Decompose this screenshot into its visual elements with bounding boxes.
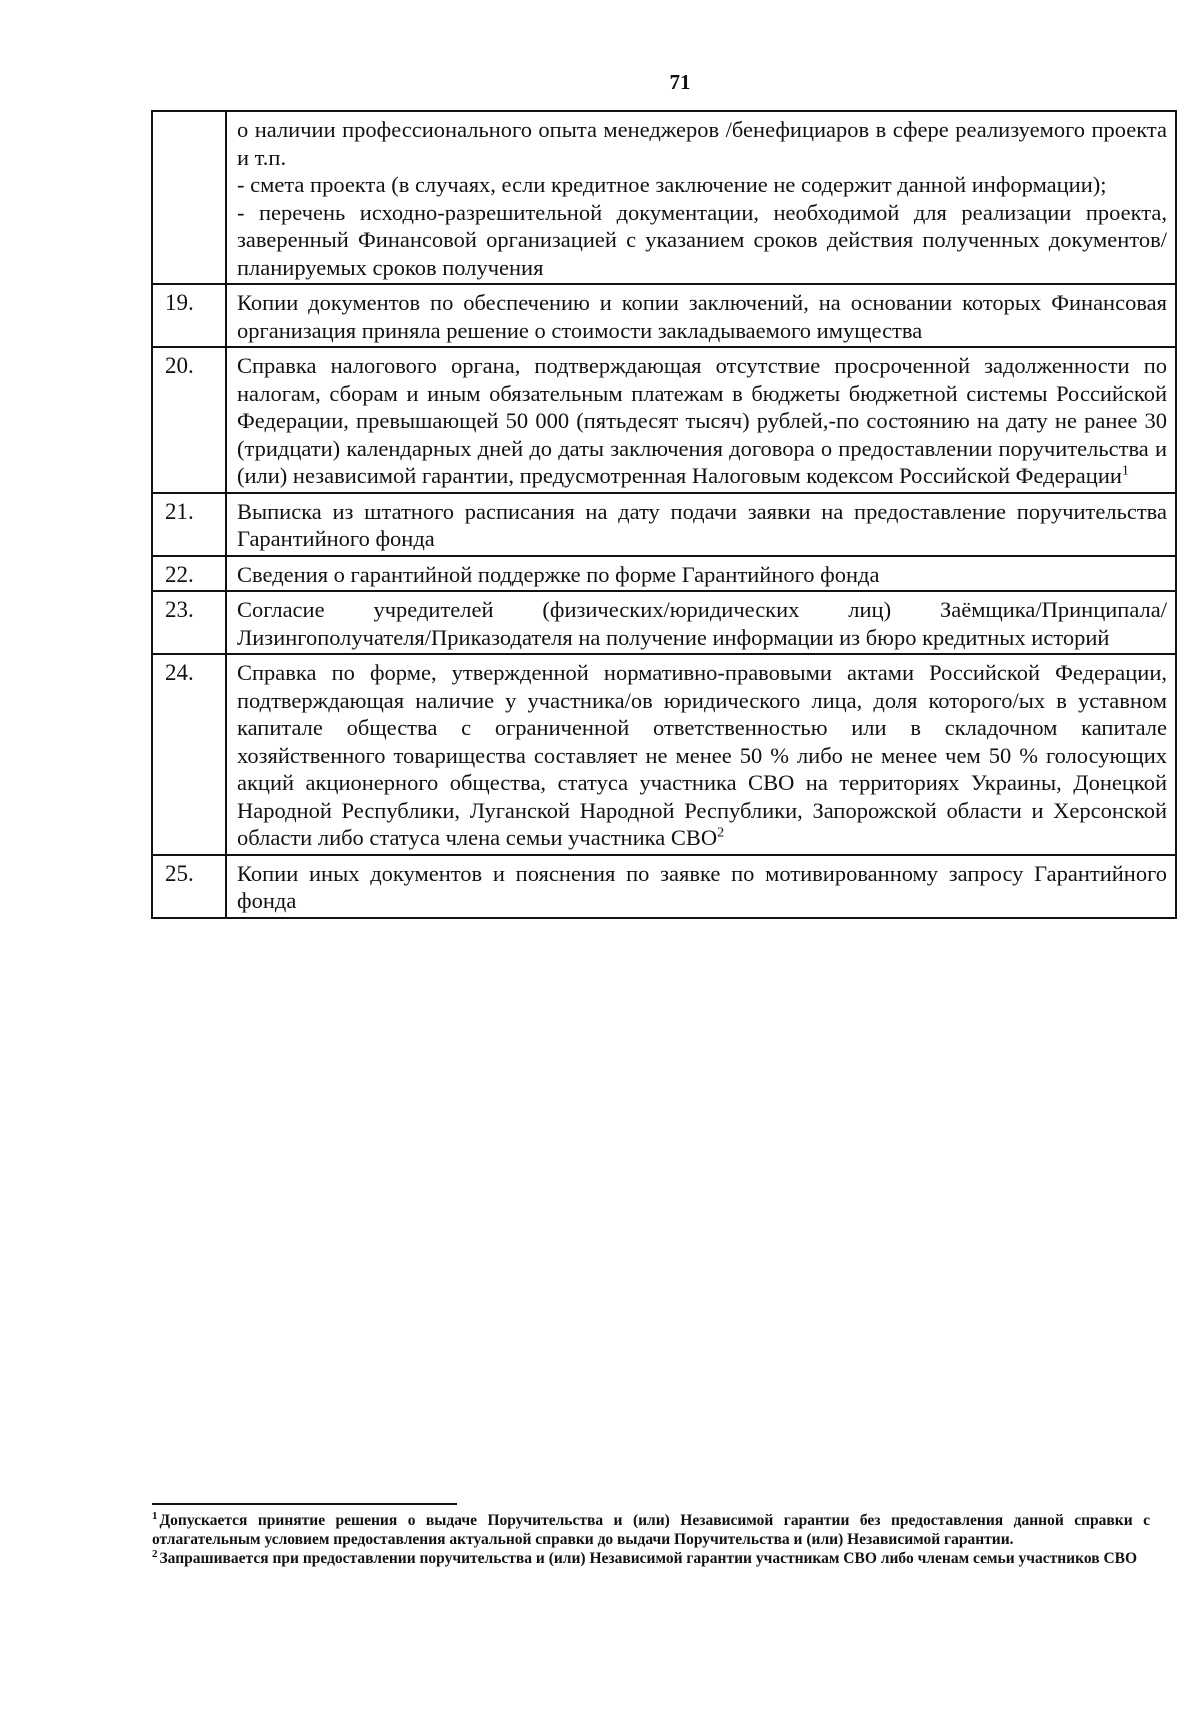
documents-table-body (152, 111, 1176, 918)
row-text-content: о наличии профессионального опыта менеджеров /бенефициаров в сфере реализуемого проекта и т.п. (237, 117, 1167, 170)
footnote-divider (152, 1503, 457, 1505)
row-text-content: Копии документов по обеспечению и копии заключений, на основании которых Финансовая организация приняла решение о стоимости закладываемого имущества (237, 290, 1167, 343)
row-number: 25. (152, 855, 226, 918)
row-text-content: Копии иных документов и пояснения по заявке по мотивированному запросу Гарантийного фонда (237, 860, 1167, 913)
row-text (226, 556, 1176, 592)
table-row (152, 284, 1176, 347)
page-number: 71 (669, 70, 691, 94)
row-text-line (237, 289, 1167, 344)
row-text (226, 855, 1176, 918)
row-text-line (237, 860, 1167, 915)
row-number: 19. (152, 284, 226, 347)
row-text-line (237, 596, 1167, 651)
footnote-text: Допускается принятие решения о выдаче Поручительства и (или) Независимой гарантии без предоставления данной справки с отлагательным условием предоставления актуальной справки до выдачи Поручительства и (или) Независимой гарантии. (152, 1512, 1150, 1548)
row-text-line (237, 659, 1167, 852)
row-number (152, 111, 226, 284)
row-number: 21. (152, 493, 226, 556)
row-number: 20. (152, 347, 226, 493)
row-text-content: Справка по форме, утвержденной нормативно-правовыми актами Российской Федерации, подтверждающая наличие у участника/ов юридического лица, доля которого/ых в уставном капитале общества с ограниченной ответственностью или в складочном капитале хозяйственного товарищества составляет не менее 50 % либо не менее чем 50 % голосующих акций акционерного общества, статуса участника СВО на территориях Украины, Донецкой Народной Республики, Луганской Народной Республики, Запорожской области и Херсонской области либо статуса члена семьи участника СВО (237, 660, 1167, 850)
table-row (152, 855, 1176, 918)
row-text-content: - перечень исходно-разрешительной документации, необходимой для реализации проекта, заверенный Финансовой организацией с указанием сроков действия полученных документов/планируемых сроков получения (237, 199, 1167, 280)
row-text-content: Согласие учредителей (физических/юридических лиц) Заёмщика/Принципала/Лизингополучателя/Приказодателя на получение информации из бюро кредитных историй (237, 597, 1167, 650)
footnote (152, 1549, 1150, 1568)
row-text-content: Выписка из штатного расписания на дату подачи заявки на предоставление поручительства Гарантийного фонда (237, 498, 1167, 551)
footnote-mark: 1 (152, 1509, 158, 1522)
row-text-content: Справка налогового органа, подтверждающая отсутствие просроченной задолженности по налогам, сборам и иным обязательным платежам в бюджеты бюджетной системы Российской Федерации, превышающей 50 000 (пятьдесят тысяч) рублей,-по состоянию на дату не ранее 30 (тридцати) календарных дней до даты заключения договора о предоставлении поручительства и (или) независимой гарантии, предусмотренная Налоговым кодексом Российской Федерации (237, 353, 1167, 488)
row-text (226, 493, 1176, 556)
row-text-line (237, 116, 1167, 171)
footnote-reference: 1 (1121, 463, 1129, 479)
table-row (152, 591, 1176, 654)
row-number: 23. (152, 591, 226, 654)
row-text (226, 111, 1176, 284)
table-row (152, 111, 1176, 284)
documents-table (151, 110, 1177, 919)
row-text (226, 284, 1176, 347)
row-text (226, 654, 1176, 855)
row-text-line (237, 498, 1167, 553)
table-row (152, 347, 1176, 493)
footnote-mark: 2 (152, 1547, 158, 1560)
table-row (152, 654, 1176, 855)
table-row (152, 493, 1176, 556)
row-text (226, 347, 1176, 493)
row-text-line (237, 171, 1167, 199)
footnote (152, 1511, 1150, 1549)
row-text-content: Сведения о гарантийной поддержке по форме Гарантийного фонда (237, 561, 880, 587)
table-row (152, 556, 1176, 592)
row-text-line (237, 561, 1167, 589)
footnotes (152, 1511, 1150, 1568)
row-text (226, 591, 1176, 654)
row-number: 24. (152, 654, 226, 855)
row-text-line (237, 199, 1167, 282)
footnote-reference: 2 (717, 825, 725, 841)
row-number: 22. (152, 556, 226, 592)
footnote-text: Запрашивается при предоставлении поручительства и (или) Независимой гарантии участникам СВО либо членам семьи участников СВО (159, 1550, 1138, 1567)
row-text-content: - смета проекта (в случаях, если кредитное заключение не содержит данной информации); (237, 172, 1107, 197)
row-text-line (237, 352, 1167, 490)
